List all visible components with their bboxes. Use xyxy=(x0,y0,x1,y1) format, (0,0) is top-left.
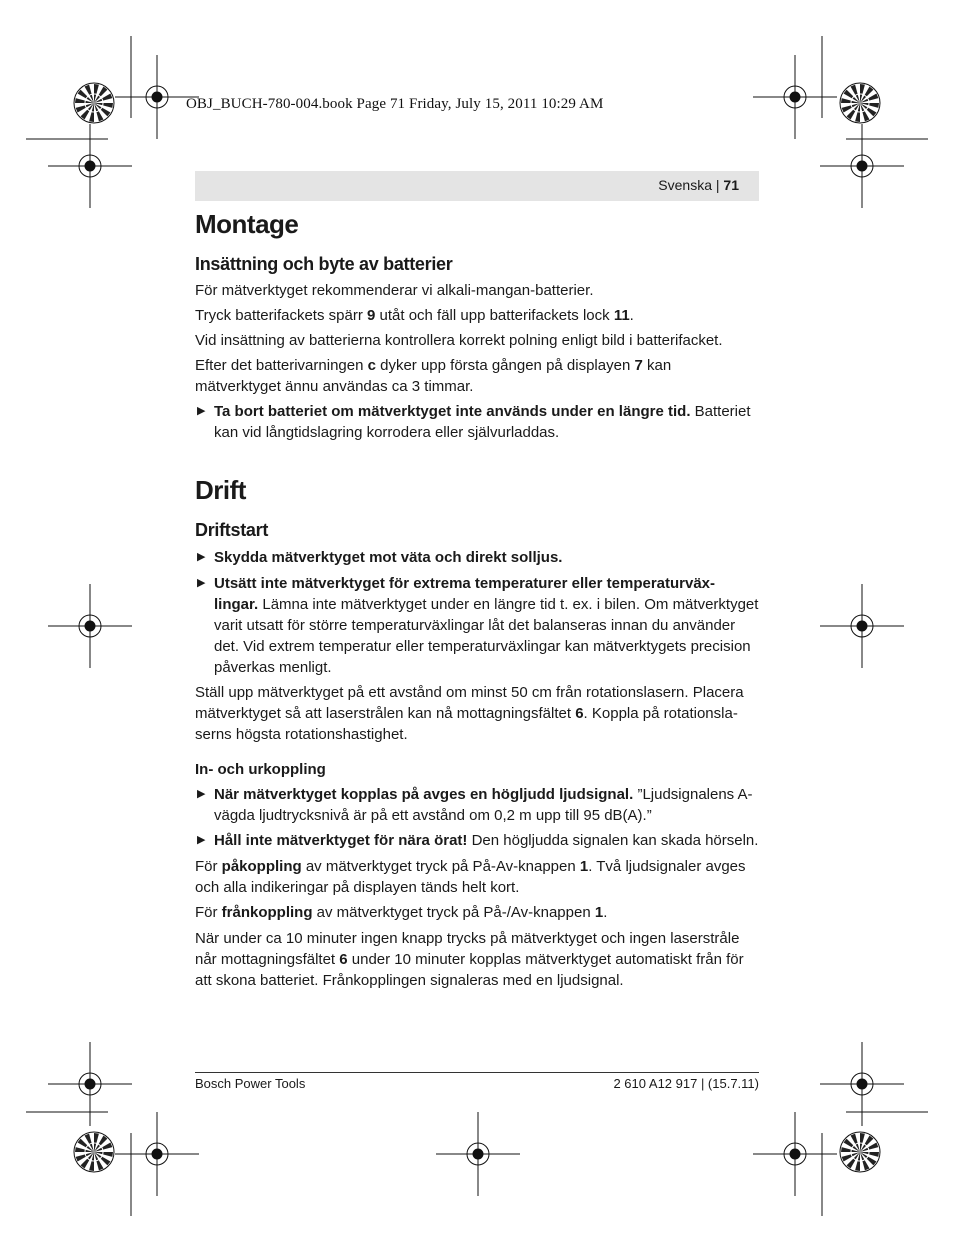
slug-line: OBJ_BUCH-780-004.book Page 71 Friday, July 15, 2011 10:29 AM xyxy=(186,96,604,112)
bullet-triangle-icon: ▶ xyxy=(197,551,206,563)
section-montage xyxy=(195,209,759,443)
registration-target-icon xyxy=(820,584,904,668)
registration-target-icon xyxy=(753,1112,837,1196)
bullet-item: ▶ Utsätt inte mätverktyget för extrema temperaturer eller temperaturväx-lingar. Lämna inte mätverktyget under en längre tid t. ex. i bilen. Om mätverktyget varit utsatt för större temperaturväxlingar låt det balanseras innan du använder det. Vid extrem temperatur eller temperaturväxlingar kan mätverktygets precision påverkas menligt. xyxy=(197,575,759,676)
footer-brand: Bosch Power Tools xyxy=(195,1076,306,1091)
registration-target-icon xyxy=(115,1112,199,1196)
registration-target-icon xyxy=(820,124,904,208)
registration-target-icon xyxy=(48,124,132,208)
registration-target-icon xyxy=(436,1112,520,1196)
heading-drift: Drift xyxy=(195,475,246,505)
header-separator: | xyxy=(712,177,724,193)
registration-target-icon xyxy=(820,1042,904,1126)
paragraph: Vid insättning av batterierna kontrollera korrekt polning enligt bild i batterifacket. xyxy=(195,332,723,349)
paragraph: Efter det batterivarningen c dyker upp första gången på displayen 7 kan mätverktyget ännu användas ca 3 timmar. xyxy=(195,357,672,395)
paragraph: För mätverktyget rekommenderar vi alkali-mangan-batterier. xyxy=(195,282,594,299)
paragraph: När under ca 10 minuter ingen knapp trycks på mätverktyget och ingen laserstråle når mottagningsfältet 6 under 10 minuter kopplas mätverktyget automatiskt från för att skona batteriet. Frånkopplingen signaleras med en ljudsignal. xyxy=(195,930,744,989)
paragraph: Tryck batterifackets spärr 9 utåt och fäll upp batterifackets lock 11. xyxy=(195,307,634,324)
starburst-target-icon xyxy=(840,83,880,123)
footer-rule xyxy=(195,1072,759,1073)
header-page-number: 71 xyxy=(723,177,739,193)
header-language: Svenska xyxy=(658,177,712,193)
bullet-triangle-icon: ▶ xyxy=(197,577,206,589)
registration-target-icon xyxy=(48,1042,132,1126)
bullet-triangle-icon: ▶ xyxy=(197,788,206,800)
bullet-item: ▶ Skydda mätverktyget mot väta och direkt solljus. xyxy=(197,549,563,566)
subheading-driftstart: Driftstart xyxy=(195,520,269,540)
paragraph: Ställ upp mätverktyget på ett avstånd om minst 50 cm från rotationslasern. Placera mätverktyget så att laserstrålen kan nå mottagningsfältet 6. Koppla på rotationsla-serns högsta rotationshastighet. xyxy=(195,684,744,743)
page-header xyxy=(658,177,739,193)
starburst-target-icon xyxy=(74,83,114,123)
footer-docnumber: 2 610 A12 917 | (15.7.11) xyxy=(613,1076,759,1091)
heading-montage: Montage xyxy=(195,209,299,239)
page-header-bar xyxy=(195,171,759,201)
paragraph: För frånkoppling av mätverktyget tryck på På-/Av-knappen 1. xyxy=(195,904,608,921)
bullet-triangle-icon: ▶ xyxy=(197,834,206,846)
bullet-item: ▶ Ta bort batteriet om mätverktyget inte används under en längre tid. Batteriet kan vid långtidslagring korrodera eller självurladdas. xyxy=(197,403,751,441)
subheading-on-off: In- och urkoppling xyxy=(195,761,326,778)
registration-target-icon xyxy=(753,55,837,139)
bullet-item: ▶ När mätverktyget kopplas på avges en högljudd ljudsignal. ”Ljudsignalens A-vägda ljudtrycksnivå är på ett avstånd om 0,2 m upp till 95 dB(A).” xyxy=(197,786,753,824)
registration-target-icon xyxy=(48,584,132,668)
starburst-target-icon xyxy=(840,1132,880,1172)
starburst-target-icon xyxy=(74,1132,114,1172)
bullet-triangle-icon: ▶ xyxy=(197,405,206,417)
paragraph: För påkoppling av mätverktyget tryck på På-Av-knappen 1. Två ljudsignaler avges och alla indikeringar på displayen tänds helt kort. xyxy=(195,858,746,896)
bullet-item: ▶ Håll inte mätverktyget för nära örat! Den högljudda signalen kan skada hörseln. xyxy=(197,832,759,849)
section-drift xyxy=(195,475,759,991)
subheading-batteries: Insättning och byte av batterier xyxy=(195,254,453,274)
